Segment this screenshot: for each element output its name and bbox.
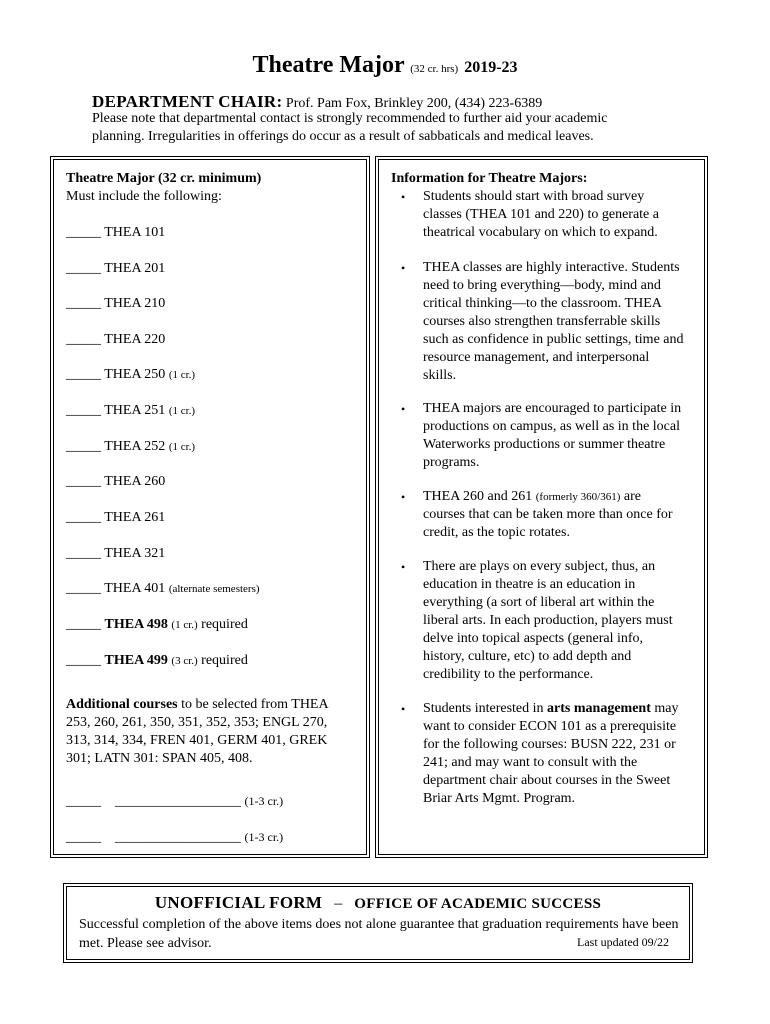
unofficial-form-box: [63, 883, 693, 963]
advising-note: Please note that departmental contact is strongly recommended to further aid your academic planning. Irregularities in offerings do occur as a result of sabbaticals and medical leaves.: [92, 111, 608, 144]
course-line: _____ THEA 321: [66, 546, 166, 561]
bullet-icon: •: [401, 190, 406, 204]
course-line: _____ THEA 220: [66, 332, 166, 347]
last-updated: Last updated 09/22: [577, 935, 669, 949]
info-bullet: • Students should start with broad survey classes (THEA 101 and 220) to generate a theatrical vocabulary on which to expand.: [401, 189, 659, 240]
course-line: _____ THEA 251 (1 cr.): [66, 403, 196, 418]
course-line: _____ THEA 260: [66, 474, 166, 489]
elective-line: _____ __________________ (1-3 cr.): [66, 794, 284, 809]
course-line: _____ THEA 250 (1 cr.): [66, 367, 196, 382]
information-heading: Information for Theatre Majors:: [391, 171, 588, 186]
info-bullet: • THEA 260 and 261 (formerly 360/361) are courses that can be taken more than once for credit, as the topic rotates.: [401, 489, 673, 540]
info-bullet: • THEA classes are highly interactive. Students need to bring everything—body, mind and critical thinking—to the classroom. THEA courses also strengthen transferrable skills such as confidence in public settings, time and resource management, and interpersonal skills.: [401, 260, 684, 383]
course-line: _____ THEA 499 (3 cr.) required: [66, 653, 248, 668]
info-bullet: • There are plays on every subject, thus, an education in theatre is an education in everything (a sort of liberal art within the liberal arts. In each production, players must delve into topical aspects (general info, history, culture, etc) to add depth and credibility to the performance.: [401, 559, 673, 682]
disclaimer-text: Successful completion of the above items does not alone guarantee that graduation requirements have been met. Please see advisor.: [79, 917, 679, 951]
additional-courses: Additional courses to be selected from THEA 253, 260, 261, 350, 351, 352, 353; ENGL 270, 313, 314, 334, FREN 401, GERM 401, GREK 301; LATN 301: SPAN 405, 408.: [66, 697, 328, 766]
bullet-icon: •: [401, 402, 406, 416]
requirements-box: [50, 156, 370, 858]
elective-line: _____ __________________ (1-3 cr.): [66, 830, 284, 845]
bullet-icon: •: [401, 560, 406, 574]
bullet-icon: •: [401, 490, 406, 504]
info-bullet: • THEA majors are encouraged to participate in productions on campus, as well as in the local Waterworks productions or summer theatre programs.: [401, 401, 682, 470]
unofficial-form-title: UNOFFICIAL FORM – OFFICE OF ACADEMIC SUCCESS: [154, 893, 602, 912]
requirements-heading: Theatre Major (32 cr. minimum): [66, 171, 262, 186]
course-line: _____ THEA 252 (1 cr.): [66, 439, 196, 454]
course-line: _____ THEA 498 (1 cr.) required: [66, 617, 248, 632]
information-box: [375, 156, 708, 858]
bullet-icon: •: [401, 261, 406, 275]
info-bullet: • Students interested in arts management may want to consider ECON 101 as a prerequisite for the following courses: BUSN 222, 231 or 241; and may want to consult with the department chair about courses in the Sweet Briar Arts Mgmt. Program.: [401, 701, 679, 806]
department-chair-line: DEPARTMENT CHAIR: Prof. Pam Fox, Brinkley 200, (434) 223-6389: [92, 92, 543, 111]
page-title: Theatre Major (32 cr. hrs) 2019-23: [252, 52, 518, 78]
course-line: _____ THEA 261: [66, 510, 166, 525]
bullet-icon: •: [401, 702, 406, 716]
course-line: _____ THEA 101: [66, 225, 166, 240]
course-line: _____ THEA 201: [66, 261, 166, 276]
course-line: _____ THEA 401 (alternate semesters): [66, 581, 260, 596]
requirements-subheading: Must include the following:: [66, 189, 222, 204]
credit-hours-note: (32 cr. hrs): [410, 63, 459, 75]
years: 2019-23: [464, 59, 518, 76]
course-line: _____ THEA 210: [66, 296, 166, 311]
